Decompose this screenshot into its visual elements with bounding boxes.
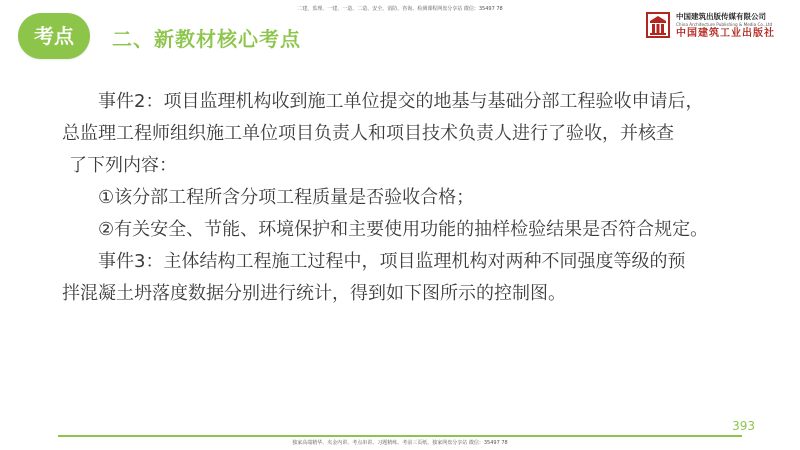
topic-badge: 考点: [18, 13, 90, 59]
list-item-1: ①该分部工程所含分项工程质量是否验收合格；: [98, 187, 475, 208]
footer-divider: [58, 435, 742, 437]
paragraph-event2-line1: 事件2：项目监理机构收到施工单位提交的地基与基础分部工程验收申请后，: [98, 91, 704, 112]
publisher-logo: [646, 12, 786, 42]
paragraph-event2-line2: 总监理工程师组织施工单位项目负责人和项目技术负责人进行了验收，并核查: [62, 123, 674, 144]
section-title: 二、新教材核心考点: [112, 27, 301, 51]
paragraph-event2-line3: 了下列内容：: [69, 155, 177, 176]
publisher-logo-icon: [646, 12, 670, 38]
paragraph-event3-line1: 事件3：主体结构工程施工过程中，项目监理机构对两种不同强度等级的预: [98, 251, 686, 272]
bottom-watermark: 独家高端精华、夹金内讲、考点串讲、习题精练、考前三页纸、独家网盘分享站 微信：35497 78: [292, 440, 508, 446]
publisher-name-calligraphy: 中国建筑工业出版社: [676, 28, 775, 39]
page-number: 393: [732, 419, 755, 433]
paragraph-event3-line2: 拌混凝土坍落度数据分别进行统计，得到如下图所示的控制图。: [62, 283, 566, 304]
publisher-name-cn: 中国建筑出版传媒有限公司: [676, 12, 766, 21]
publisher-name-en: China Architecture Publishing & Media Co.,Ltd: [676, 22, 773, 27]
top-watermark: 二建、监理、一建、一造、二造、安全、消防、咨询、检测课程网盘分享站 微信：35497 78: [297, 6, 503, 12]
list-item-2: ②有关安全、节能、环境保护和主要使用功能的抽样检验结果是否符合规定。: [98, 219, 709, 240]
main-content: [62, 86, 762, 310]
